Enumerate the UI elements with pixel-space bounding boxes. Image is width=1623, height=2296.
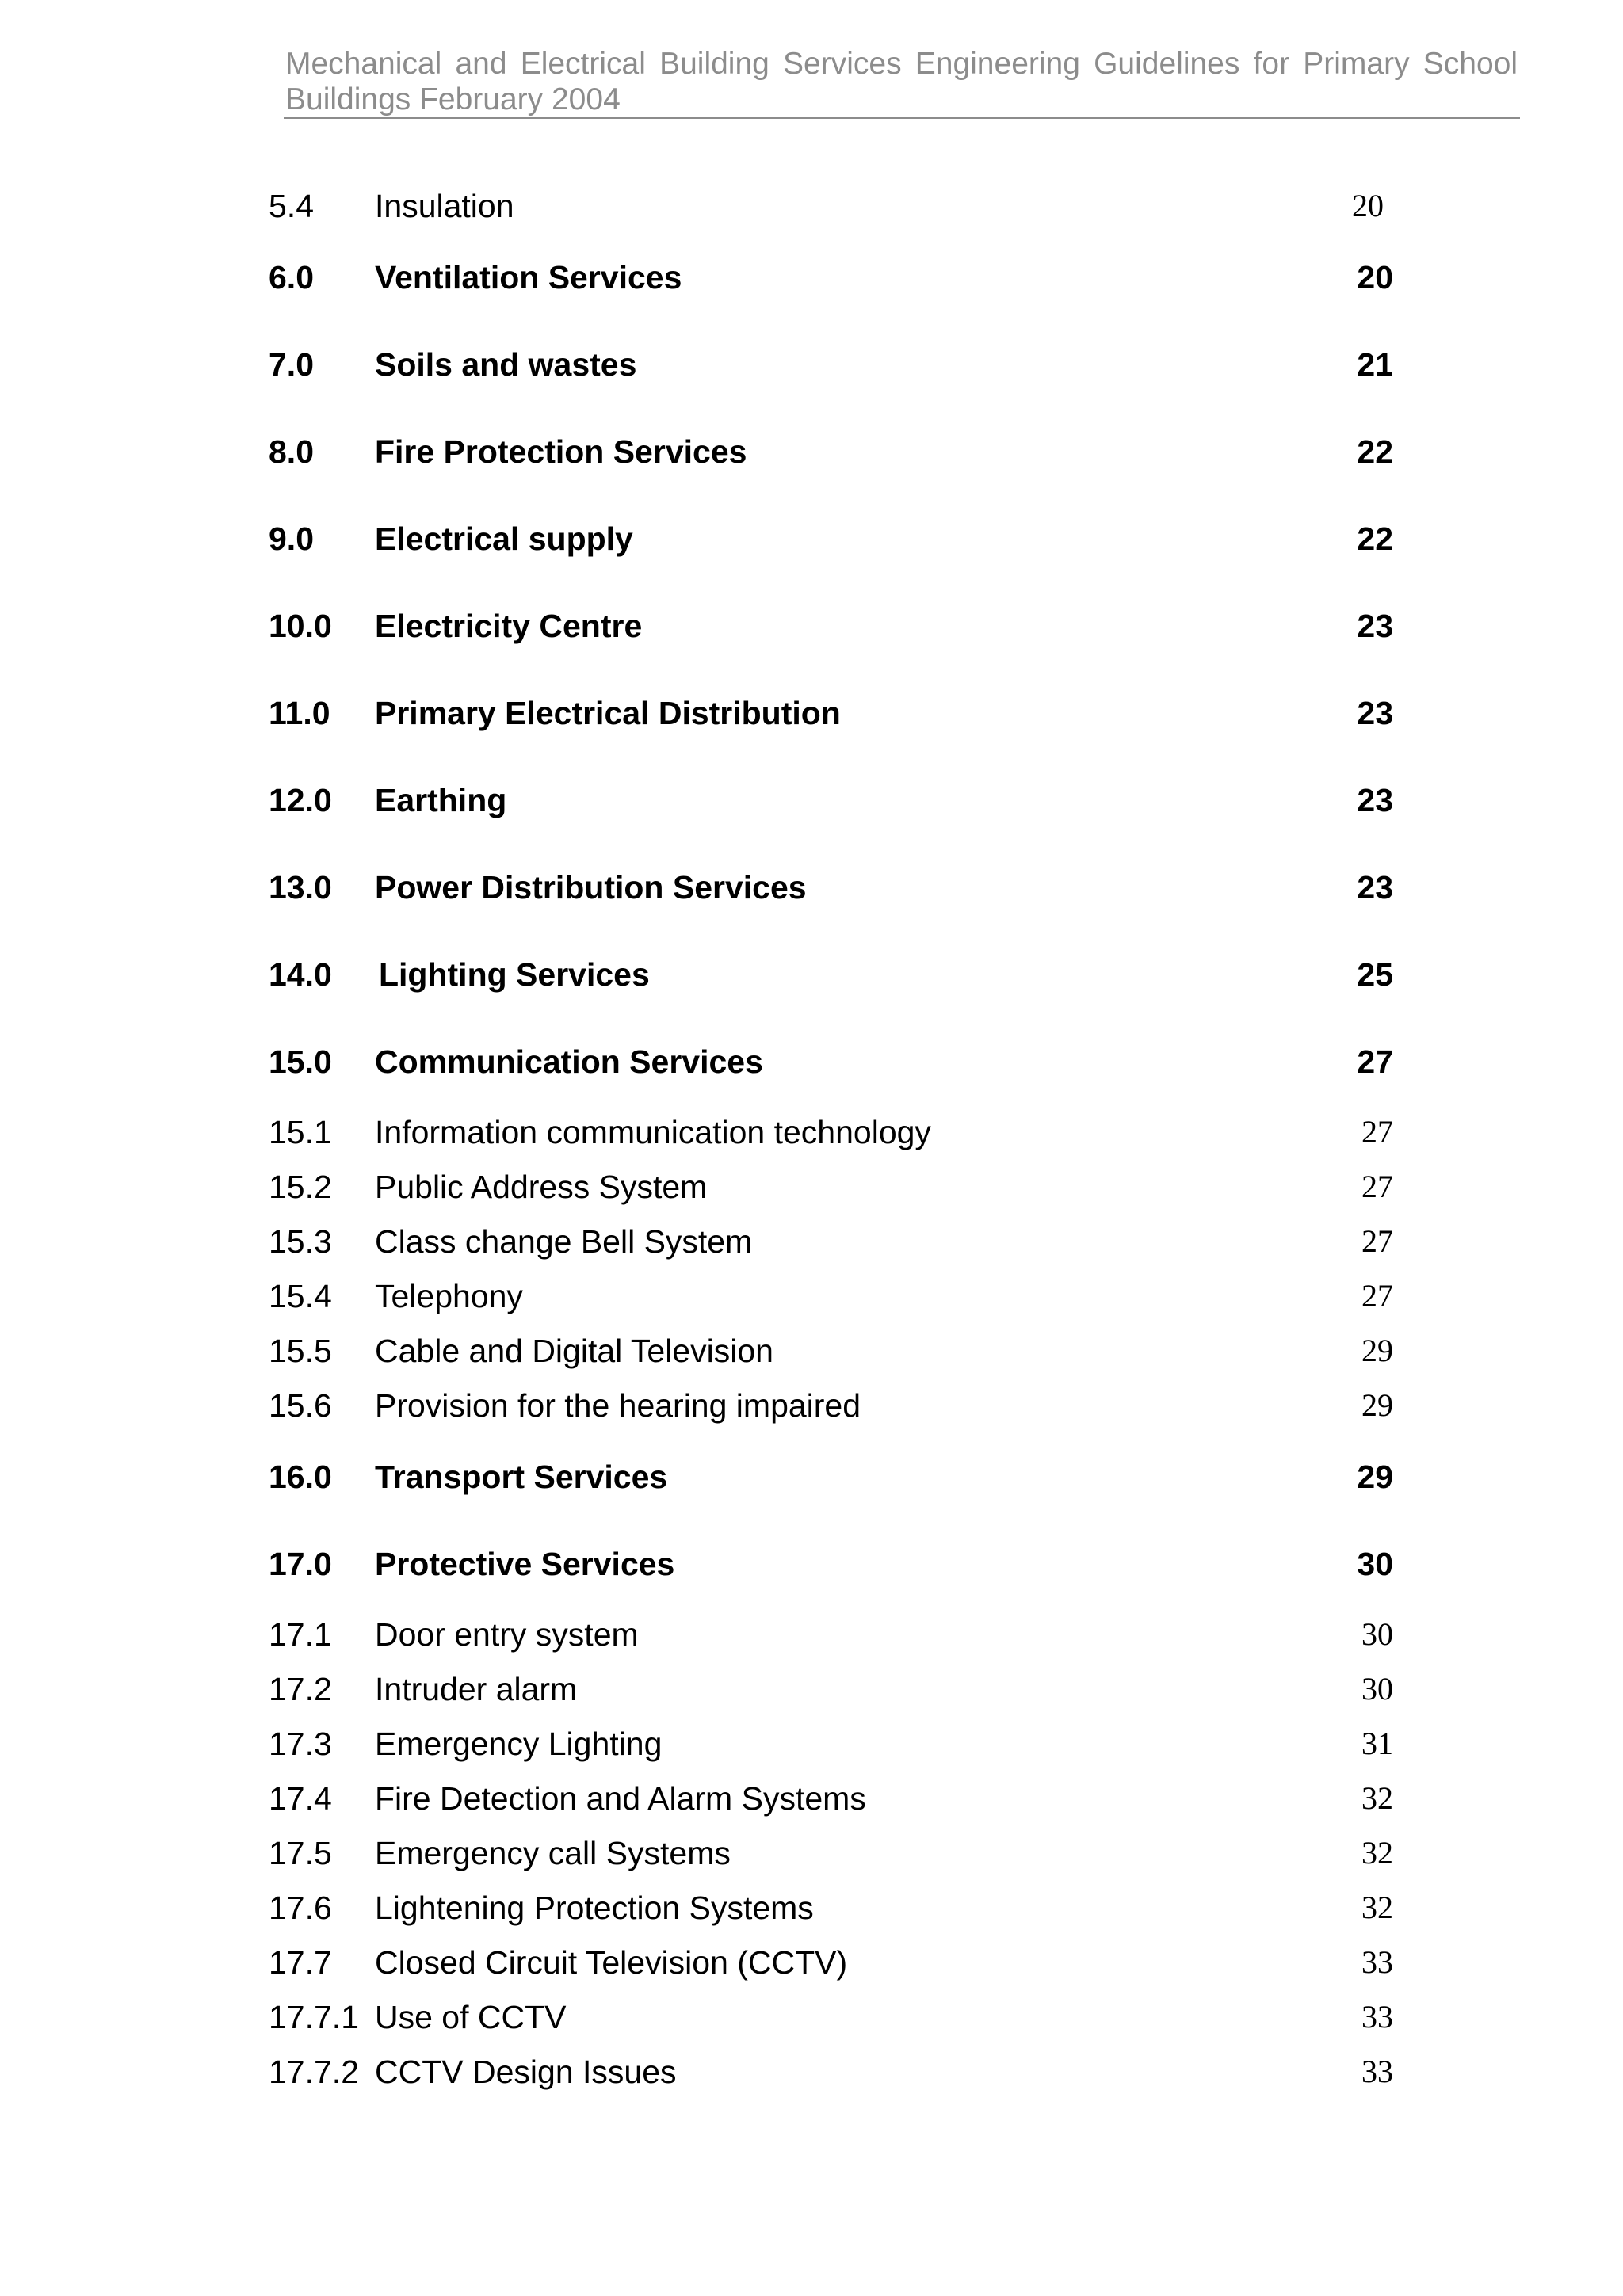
toc-entry-page: 27 [1361, 1223, 1393, 1259]
toc-entry-title: Ventilation Services [375, 259, 682, 296]
toc-entry-number: 15.4 [269, 1278, 332, 1314]
toc-entry-number: 17.7.1 [269, 1999, 359, 2035]
toc-entry-title: Door entry system [375, 1616, 639, 1653]
toc-entry-number: 17.4 [269, 1780, 332, 1817]
toc-entry-page: 32 [1361, 1890, 1393, 1925]
toc-entry-9-0[interactable] [0, 515, 1623, 563]
toc-entry-title: Soils and wastes [375, 346, 637, 383]
toc-entry-title: Emergency Lighting [375, 1726, 663, 1762]
toc-entry-title: Emergency call Systems [375, 1835, 731, 1871]
toc-entry-17-5[interactable] [0, 1829, 1623, 1877]
toc-entry-number: 11.0 [269, 695, 330, 731]
toc-entry-title: CCTV Design Issues [375, 2054, 677, 2090]
toc-entry-title: Public Address System [375, 1169, 708, 1205]
toc-entry-page: 22 [1357, 433, 1393, 470]
toc-entry-page: 33 [1361, 1944, 1393, 1980]
toc-entry-number: 17.0 [269, 1546, 332, 1582]
toc-entry-title: Transport Services [375, 1459, 668, 1495]
toc-entry-title: Insulation [375, 188, 514, 224]
toc-entry-12-0[interactable] [0, 776, 1623, 824]
toc-entry-15-5[interactable] [0, 1327, 1623, 1375]
toc-entry-page: 20 [1352, 188, 1384, 223]
toc-entry-number: 13.0 [269, 869, 332, 906]
toc-entry-15-3[interactable] [0, 1218, 1623, 1265]
toc-entry-title: Provision for the hearing impaired [375, 1387, 861, 1424]
toc-entry-title: Earthing [375, 782, 507, 818]
toc-entry-page: 29 [1361, 1387, 1393, 1423]
toc-entry-page: 32 [1361, 1835, 1393, 1871]
toc-entry-17-7-1[interactable] [0, 1993, 1623, 2041]
toc-entry-page: 31 [1361, 1726, 1393, 1761]
header-line-1: Mechanical and Electrical Building Services Engineering Guidelines for Primary School [285, 47, 1518, 81]
toc-entry-11-0[interactable] [0, 689, 1623, 737]
toc-entry-number: 17.6 [269, 1890, 332, 1926]
toc-entry-title: Primary Electrical Distribution [375, 695, 841, 731]
toc-entry-page: 23 [1357, 695, 1393, 731]
toc-entry-page: 30 [1361, 1616, 1393, 1652]
toc-entry-title: Closed Circuit Television (CCTV) [375, 1944, 848, 1981]
toc-entry-13-0[interactable] [0, 864, 1623, 911]
toc-entry-title: Electrical supply [375, 521, 633, 557]
toc-entry-title: Communication Services [375, 1043, 763, 1080]
toc-entry-8-0[interactable] [0, 428, 1623, 475]
toc-entry-page: 33 [1361, 2054, 1393, 2089]
toc-entry-14-0[interactable] [0, 951, 1623, 998]
toc-entry-17-1[interactable] [0, 1611, 1623, 1658]
toc-entry-page: 27 [1361, 1114, 1393, 1150]
toc-entry-number: 8.0 [269, 433, 314, 470]
toc-entry-17-3[interactable] [0, 1720, 1623, 1768]
toc-entry-number: 6.0 [269, 259, 314, 296]
toc-entry-page: 25 [1357, 956, 1393, 993]
toc-entry-page: 32 [1361, 1780, 1393, 1816]
toc-entry-page: 27 [1357, 1043, 1393, 1080]
toc-entry-title: Class change Bell System [375, 1223, 753, 1260]
toc-entry-title: Power Distribution Services [375, 869, 807, 906]
toc-entry-number: 15.6 [269, 1387, 332, 1424]
toc-entry-page: 27 [1361, 1169, 1393, 1204]
toc-entry-6-0[interactable] [0, 254, 1623, 301]
toc-entry-page: 30 [1361, 1671, 1393, 1707]
toc-entry-7-0[interactable] [0, 341, 1623, 388]
toc-entry-number: 15.5 [269, 1333, 332, 1369]
toc-entry-title: Telephony [375, 1278, 523, 1314]
toc-entry-number: 10.0 [269, 608, 332, 644]
toc-entry-title: Lightening Protection Systems [375, 1890, 814, 1926]
toc-entry-number: 17.5 [269, 1835, 332, 1871]
toc-entry-number: 12.0 [269, 782, 332, 818]
toc-entry-title: Information communication technology [375, 1114, 931, 1150]
toc-entry-16-0[interactable] [0, 1453, 1623, 1501]
toc-entry-title: Use of CCTV [375, 1999, 567, 2035]
toc-entry-15-4[interactable] [0, 1272, 1623, 1320]
toc-entry-17-4[interactable] [0, 1775, 1623, 1822]
toc-entry-page: 27 [1361, 1278, 1393, 1314]
toc-entry-page: 30 [1357, 1546, 1393, 1582]
toc-entry-15-0[interactable] [0, 1038, 1623, 1085]
toc-entry-number: 17.2 [269, 1671, 332, 1707]
toc-entry-number: 15.1 [269, 1114, 332, 1150]
toc-entry-page: 33 [1361, 1999, 1393, 2035]
toc-entry-10-0[interactable] [0, 602, 1623, 650]
toc-entry-page: 23 [1357, 782, 1393, 818]
toc-entry-15-2[interactable] [0, 1163, 1623, 1211]
toc-entry-number: 17.3 [269, 1726, 332, 1762]
header-line-2: Buildings February 2004 [285, 82, 621, 116]
toc-entry-page: 29 [1361, 1333, 1393, 1368]
toc-entry-17-6[interactable] [0, 1884, 1623, 1932]
toc-entry-title: Intruder alarm [375, 1671, 578, 1707]
toc-entry-title: Cable and Digital Television [375, 1333, 773, 1369]
toc-entry-page: 23 [1357, 869, 1393, 906]
toc-entry-page: 21 [1357, 346, 1393, 383]
toc-entry-title: Fire Detection and Alarm Systems [375, 1780, 866, 1817]
toc-entry-title: Electricity Centre [375, 608, 643, 644]
toc-entry-page: 22 [1357, 521, 1393, 557]
toc-entry-page: 23 [1357, 608, 1393, 644]
toc-entry-15-6[interactable] [0, 1382, 1623, 1429]
toc-entry-15-1[interactable] [0, 1108, 1623, 1156]
toc-entry-number: 7.0 [269, 346, 314, 383]
toc-entry-title: Fire Protection Services [375, 433, 747, 470]
toc-entry-17-0[interactable] [0, 1540, 1623, 1588]
toc-entry-number: 5.4 [269, 188, 314, 224]
toc-entry-number: 15.3 [269, 1223, 332, 1260]
toc-entry-5-4[interactable] [0, 182, 1623, 230]
toc-entry-page: 29 [1357, 1459, 1393, 1495]
toc-entry-title: Lighting Services [379, 956, 650, 993]
toc-entry-number: 16.0 [269, 1459, 332, 1495]
toc-entry-page: 20 [1357, 259, 1393, 296]
toc-entry-number: 17.1 [269, 1616, 332, 1653]
toc-entry-number: 17.7 [269, 1944, 332, 1981]
toc-entry-number: 15.0 [269, 1043, 332, 1080]
toc-entry-number: 9.0 [269, 521, 314, 557]
toc-entry-number: 15.2 [269, 1169, 332, 1205]
toc-entry-17-7[interactable] [0, 1939, 1623, 1986]
toc-entry-17-7-2[interactable] [0, 2048, 1623, 2096]
toc-entry-17-2[interactable] [0, 1665, 1623, 1713]
toc-entry-title: Protective Services [375, 1546, 675, 1582]
toc-entry-number: 17.7.2 [269, 2054, 359, 2090]
toc-entry-number: 14.0 [269, 956, 332, 993]
